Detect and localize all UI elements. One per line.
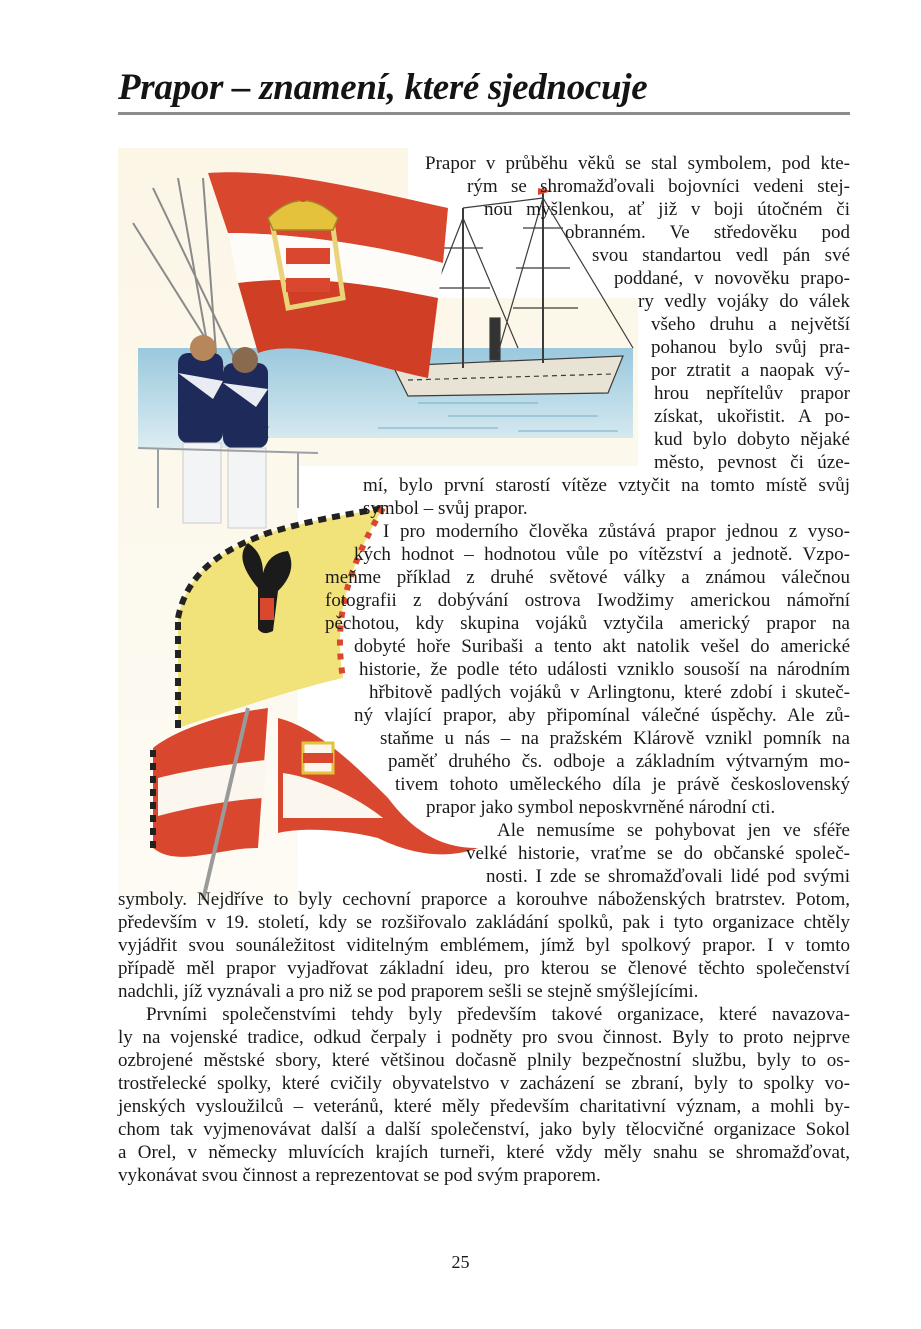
text-line: mí, bylo první starostí vítěze vztyčit na tomto místě svůj xyxy=(363,475,850,496)
text-line: město, pevnost či úze- xyxy=(654,452,850,473)
text-line: symbol – svůj prapor. xyxy=(363,498,528,519)
text-line: především v 19. století, kdy se rozšiřovalo zakládání spolků, pak i tyto organizace chtěly xyxy=(118,912,850,933)
page-title: Prapor – znamení, které sjednocuje xyxy=(118,67,648,108)
text-line: případě měl prapor vyjadřovat základní ideu, pro kterou se členové těchto společenství xyxy=(118,958,850,979)
text-line: ly na vojenské tradice, odkud čerpaly i podněty pro svou činnost. Byly to proto nejprve xyxy=(118,1027,850,1048)
text-line: kých hodnot – hodnotou vůle po vítězství a jednotě. Vzpo- xyxy=(354,544,850,565)
text-line: I pro moderního člověka zůstává prapor jednou z vyso- xyxy=(383,521,850,542)
text-line: Ale nemusíme se pohybovat jen ve sféře xyxy=(497,820,850,841)
text-line: Prapor v průběhu věků se stal symbolem, pod kte- xyxy=(425,153,850,174)
text-line: chom tak vyjmenovávat další a další společenství, jako byly tělocvičné organizace Sokol xyxy=(118,1119,850,1140)
text-line: kud bylo dobyto nějaké xyxy=(654,429,850,450)
text-line: por ztratit a naopak vý- xyxy=(651,360,850,381)
text-line: meňme příklad z druhé světové války a známou válečnou xyxy=(325,567,850,588)
text-line: prapor jako symbol neposkvrněné národní cti. xyxy=(426,797,776,818)
text-line: ný vlající prapor, aby připomínal válečné úspěchy. Ale zů- xyxy=(354,705,850,726)
text-line: pohanou bylo svůj pra- xyxy=(651,337,850,358)
text-line: vyjádřit svou sounáležitost viditelným emblémem, jímž byl spolkový prapor. I v tomto xyxy=(118,935,850,956)
text-line: obranném. Ve středověku pod xyxy=(565,222,850,243)
title-rule xyxy=(118,112,850,115)
text-line: poddané, v novověku prapo- xyxy=(614,268,850,289)
text-line: nou myšlenkou, ať již v boji útočném či xyxy=(484,199,850,220)
text-line: ozbrojené městské sbory, které většinou dočasně plnily bezpečnostní službu, byly to os- xyxy=(118,1050,850,1071)
text-line: rým se shromažďovali bojovníci vedeni stej- xyxy=(467,176,850,197)
text-line: velké historie, vraťme se do občanské společ- xyxy=(466,843,850,864)
text-line: všeho druhu a největší xyxy=(651,314,850,335)
text-line: jenských vysloužilců – veteránů, které měly především charitativní význam, a mohli by- xyxy=(118,1096,850,1117)
text-line: paměť druhého čs. odboje a základním výtvarným mo- xyxy=(388,751,850,772)
text-line: hrou nepřítelův prapor xyxy=(654,383,850,404)
text-line: nadchli, jíž vyznávali a pro niž se pod praporem sešli se stejně smýšlejícími. xyxy=(118,981,699,1002)
text-line: vykonávat svou činnost a reprezentovat se pod svým praporem. xyxy=(118,1165,601,1186)
text-line: nosti. I zde se shromažďovali lidé pod svými xyxy=(486,866,850,887)
text-line: fotografii z dobývání ostrova Iwodžimy americkou námořní xyxy=(325,590,850,611)
text-line: ry vedly vojáky do válek xyxy=(638,291,850,312)
text-line: získat, ukořistit. A po- xyxy=(654,406,850,427)
text-line: a Orel, v německy mluvících krajích turneři, které vždy měly snahu se shromažďovat, xyxy=(118,1142,850,1163)
text-line: Prvními společenstvími tehdy byly především takové organizace, které navazova- xyxy=(146,1004,850,1025)
text-line: svou standartou vedl pán své xyxy=(592,245,850,266)
text-line: hřbitově padlých vojáků v Arlingtonu, které zdobí i skuteč- xyxy=(369,682,850,703)
text-line: historie, že podle této události vzniklo sousoší na národním xyxy=(359,659,850,680)
text-line: trostřelecké spolky, které cvičily obyvatelstvo v zacházení se zbraní, byly to spolky vo- xyxy=(118,1073,850,1094)
text-line: dobyté hoře Suribaši a tento akt natolik vešel do americké xyxy=(354,636,850,657)
text-line: tivem tohoto uměleckého díla je právě československý xyxy=(395,774,850,795)
page-number: 25 xyxy=(451,1252,470,1272)
text-line: pěchotou, kdy skupina vojáků vztyčila americký prapor na xyxy=(325,613,850,634)
text-line: symboly. Nejdříve to byly cechovní praporce a korouhve náboženských bratrstev. Potom, xyxy=(118,889,850,910)
text-line: staňme u nás – na pražském Klárově vznikl pomník na xyxy=(380,728,850,749)
